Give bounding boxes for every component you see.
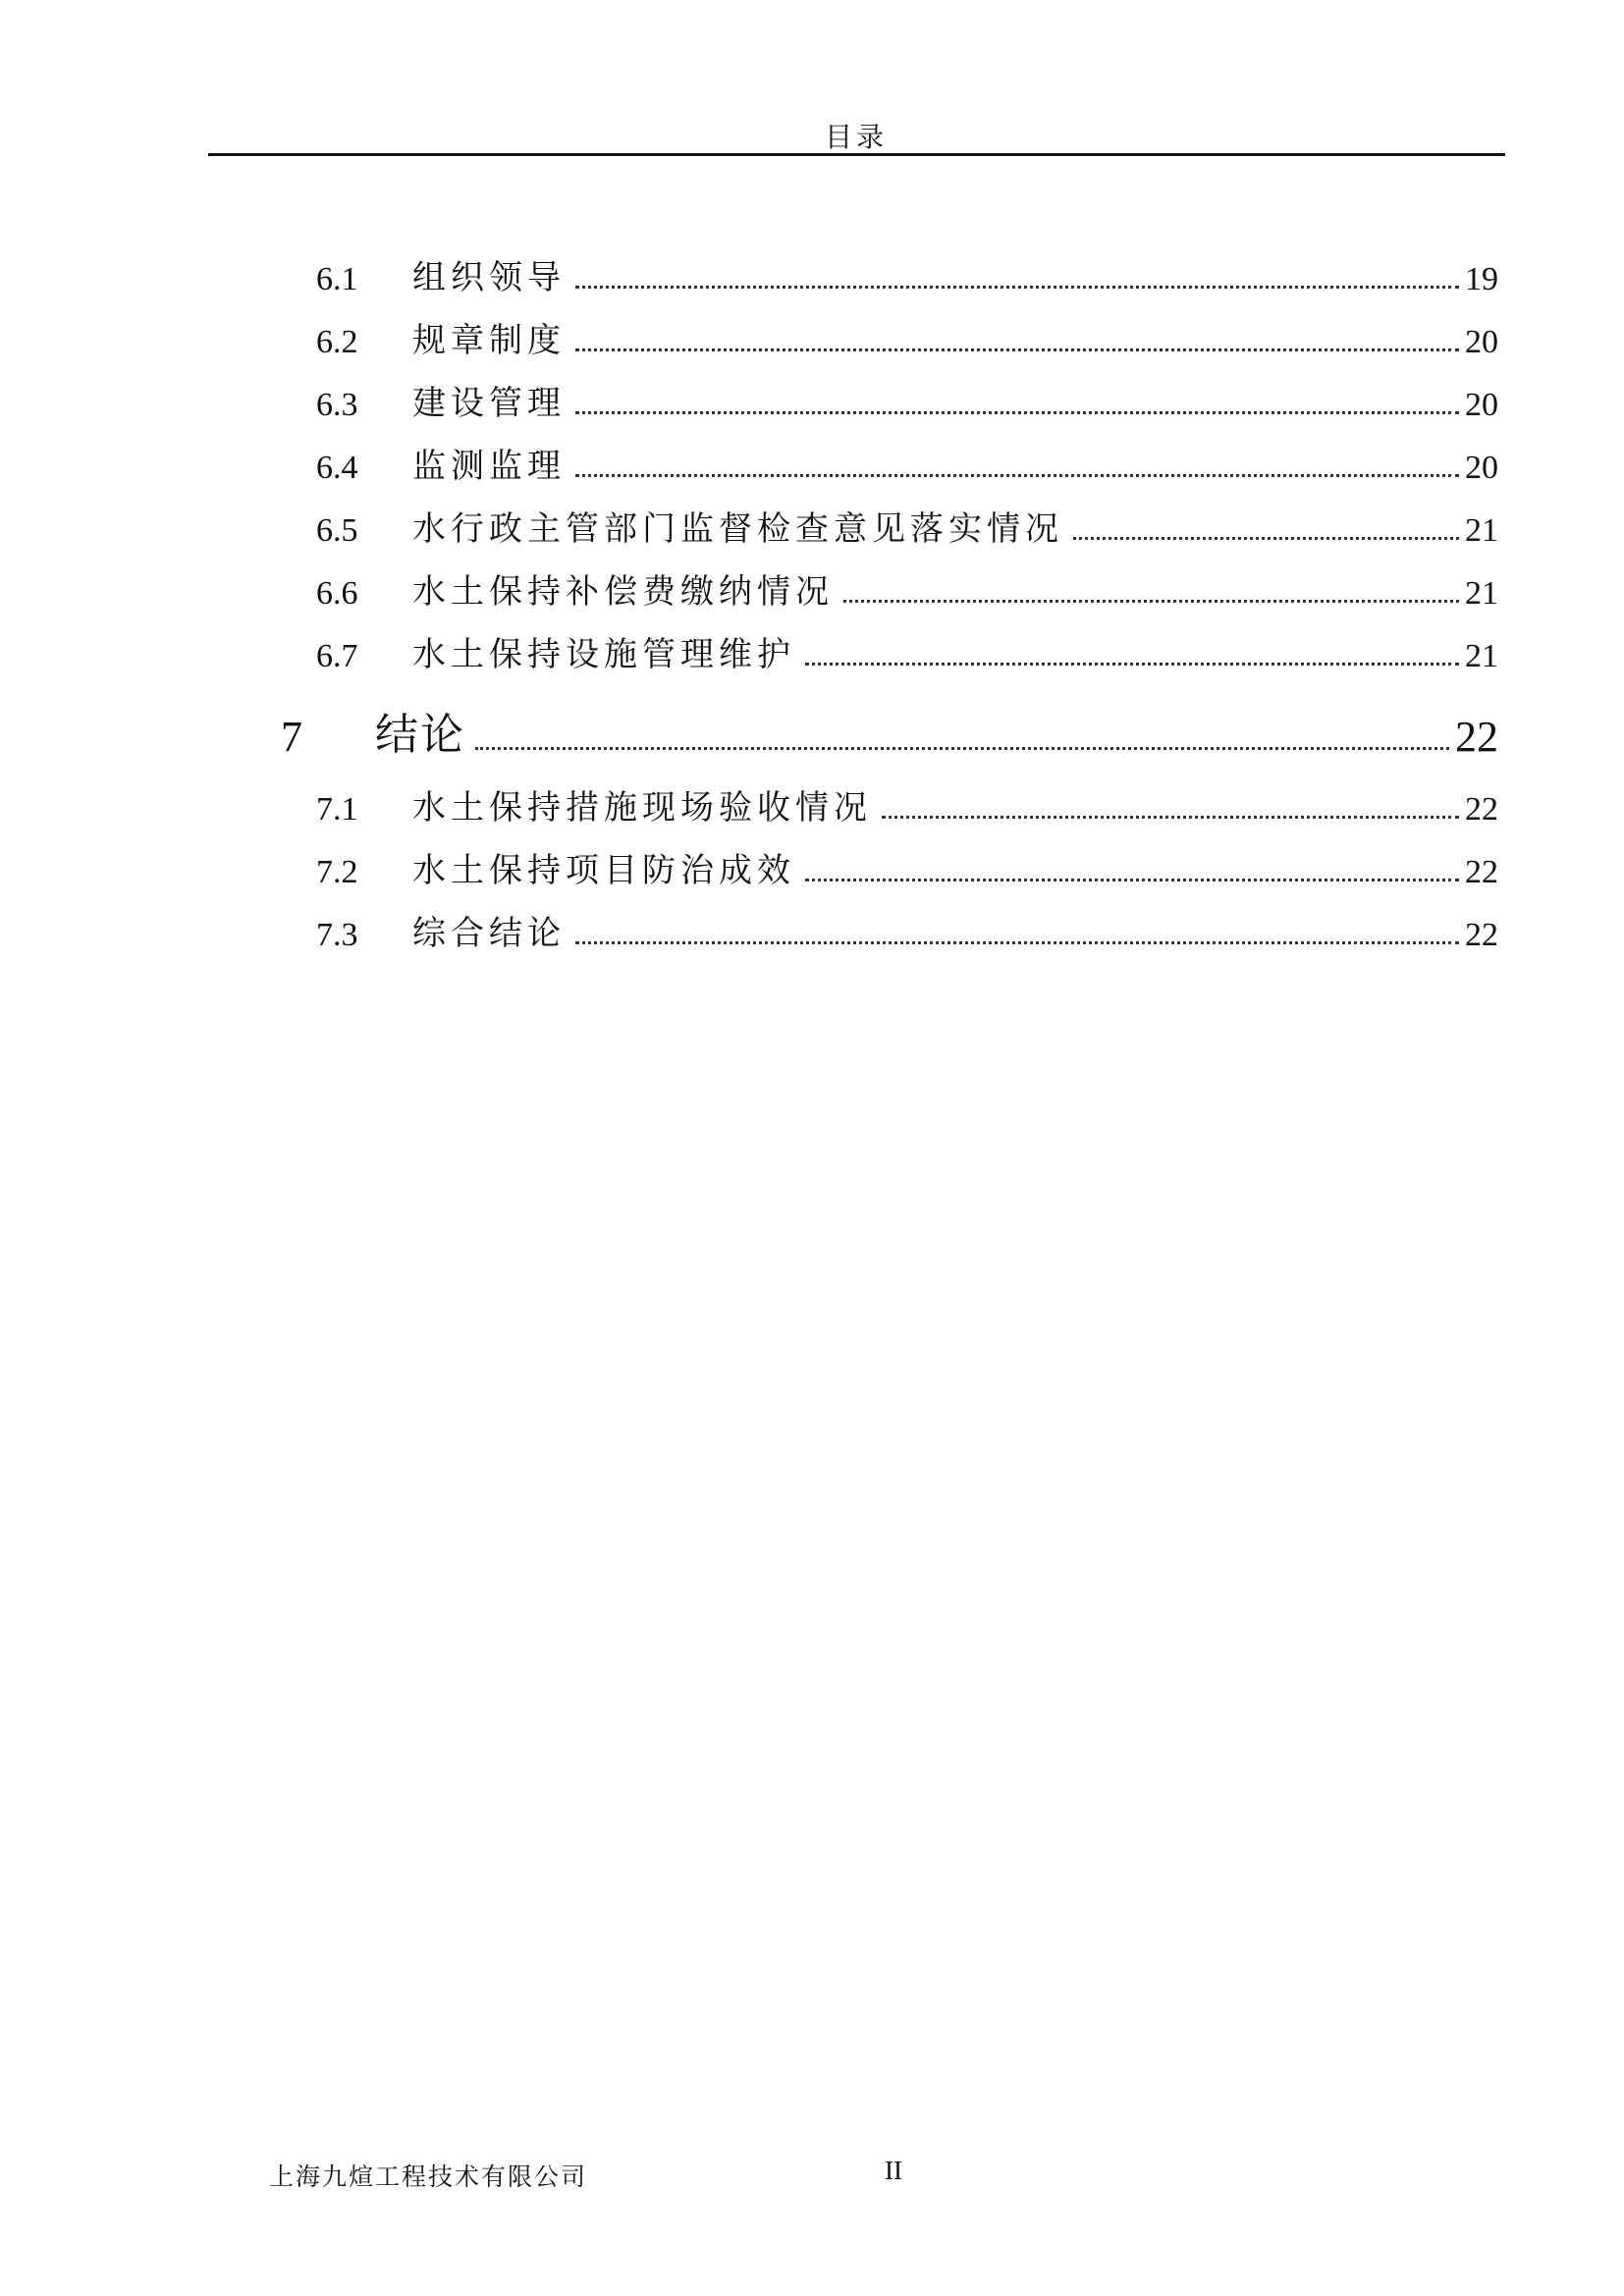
toc-entry-number: 6.1 (316, 261, 358, 297)
toc-entry-number: 6.7 (316, 638, 358, 674)
toc-entry-page: 21 (1465, 638, 1498, 674)
toc-dot-leader (575, 286, 1459, 289)
toc-entry-page: 21 (1465, 575, 1498, 612)
toc-entry-number: 7.2 (316, 854, 358, 890)
toc-entry-title: 水土保持措施现场验收情况 (412, 788, 872, 828)
toc-entry-page: 22 (1465, 854, 1498, 890)
toc-entry-6-2[interactable] (281, 298, 1498, 361)
toc-entry-number: 6.6 (316, 575, 358, 612)
toc-entry-6-4[interactable] (281, 424, 1498, 487)
toc-entry-title: 水土保持补偿费缴纳情况 (412, 572, 834, 612)
toc-entry-7-2[interactable] (281, 828, 1498, 891)
toc-dot-leader (805, 663, 1459, 666)
toc-entry-title: 水土保持项目防治成效 (412, 851, 795, 890)
toc-entry-title: 组织领导 (412, 258, 566, 297)
toc-entry-7-3[interactable] (281, 891, 1498, 954)
toc-entry-page: 20 (1465, 387, 1498, 423)
toc-entry-title: 规章制度 (412, 321, 566, 360)
toc-entry-title: 结论 (375, 710, 465, 760)
toc-entry-number: 6.5 (316, 512, 358, 549)
toc-entry-number: 7 (281, 713, 302, 761)
toc-entry-6-6[interactable] (281, 550, 1498, 613)
toc-entry-6-3[interactable] (281, 361, 1498, 424)
toc-dot-leader (882, 816, 1459, 819)
header-title: 目录 (824, 121, 888, 153)
toc-entry-title: 监测监理 (412, 447, 566, 486)
toc-entry-page: 22 (1465, 917, 1498, 953)
toc-entry-page: 20 (1465, 450, 1498, 486)
footer-page-number: II (885, 2156, 902, 2185)
toc-entry-page: 19 (1465, 261, 1498, 297)
toc-entry-7-1[interactable] (281, 766, 1498, 828)
toc-dot-leader (475, 747, 1449, 750)
toc-entry-6-7[interactable] (281, 613, 1498, 675)
toc-entry-6-5[interactable] (281, 487, 1498, 550)
toc-dot-leader (843, 600, 1459, 603)
toc-dot-leader (575, 941, 1459, 944)
toc-dot-leader (805, 879, 1459, 881)
toc-entry-number: 7.1 (316, 791, 358, 828)
footer-company-name: 上海九煊工程技术有限公司 (269, 2163, 588, 2191)
toc-dot-leader (575, 474, 1459, 477)
toc-entry-page: 22 (1465, 791, 1498, 828)
toc-entry-number: 7.3 (316, 917, 358, 953)
toc-entry-title: 综合结论 (412, 914, 566, 953)
toc-entry-number: 6.3 (316, 387, 358, 423)
toc-entry-page: 20 (1465, 324, 1498, 360)
toc-entry-page: 21 (1465, 512, 1498, 549)
toc-entry-number: 6.4 (316, 450, 358, 486)
toc-entry-title: 水土保持设施管理维护 (412, 635, 795, 674)
toc-entry-7[interactable] (281, 675, 1498, 766)
toc-entry-title: 建设管理 (412, 384, 566, 423)
toc-entry-number: 6.2 (316, 324, 358, 360)
table-of-contents (281, 236, 1498, 954)
toc-dot-leader (575, 348, 1459, 351)
toc-entry-page: 22 (1455, 713, 1498, 761)
header-divider (208, 153, 1505, 156)
toc-entry-title: 水行政主管部门监督检查意见落实情况 (412, 509, 1063, 549)
toc-entry-6-1[interactable] (281, 236, 1498, 298)
toc-dot-leader (575, 411, 1459, 414)
toc-dot-leader (1073, 537, 1459, 540)
